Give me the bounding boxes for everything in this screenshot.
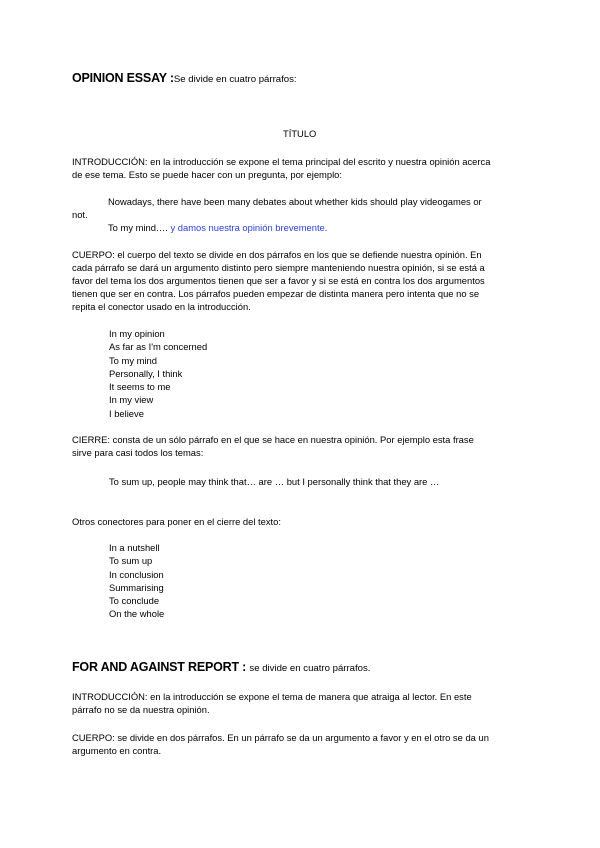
list-item: In my opinion [109, 328, 165, 339]
body-line-1: CUERPO: el cuerpo del texto se divide en dos párrafos en los que se defiende nuestra opinión. En [72, 249, 482, 260]
report-body-line-2: argumento en contra. [72, 745, 162, 756]
report-body-line-1: CUERPO: se divide en dos párrafos. En un párrafo se da un argumento a favor y en el otro se da un [72, 732, 489, 743]
example-line-2: not. [72, 209, 88, 220]
opinion-essay-title: OPINION ESSAY : [72, 71, 174, 85]
opinion-essay-subtitle: Se divide en cuatro párrafos: [173, 74, 297, 85]
closing-line-1: CIERRE: consta de un sólo párrafo en el que se hace en nuestra opinión. Por ejemplo esta frase [72, 434, 474, 445]
list-item: Personally, I think [109, 367, 183, 379]
report-intro-line-2: párrafo no se da nuestra opinión. [72, 704, 210, 715]
example-line-1: Nowadays, there have been many debates about whether kids should play videogames or [108, 196, 482, 207]
body-line-3: favor del tema los dos argumentos tienen que ser a favor y si se está en contra los dos argumentos [72, 275, 485, 286]
body-line-2: cada párrafo se dará un argumento distinto pero siempre manteniendo nuestra opinión, si se está a [72, 262, 485, 273]
list-item: It seems to me [109, 381, 171, 393]
list-item: As far as I'm concerned [109, 341, 208, 353]
report-intro-line-1: INTRODUCCIÓN: en la introducción se expone el tema de manera que atraiga al lector. En este [72, 691, 472, 702]
report-subtitle: se divide en cuatro párrafos. [249, 663, 371, 674]
connectors-list [109, 327, 207, 420]
body-line-5: repita el conector usado en la introducción. [72, 301, 251, 312]
list-item: To my mind [109, 354, 157, 366]
list-item: In my view [109, 394, 154, 406]
title-placeholder: TÍTULO [283, 128, 317, 139]
list-item: In conclusion [109, 568, 164, 580]
closing-line-2: sirve para casi todos los temas: [72, 447, 204, 458]
list-item: On the whole [109, 608, 165, 620]
intro-line-1: INTRODUCCIÓN: en la introducción se expone el tema principal del escrito y nuestra opinión acerca [72, 156, 491, 167]
example-mind-text: To my mind…. [108, 222, 171, 233]
body-line-4: tienen que ser en contra. Los párrafos pueden empezar de distinta manera pero intenta que no se [72, 288, 480, 299]
list-item: To conclude [109, 595, 160, 607]
opinion-essay-heading [72, 72, 297, 86]
report-title: FOR AND AGAINST REPORT : [72, 660, 250, 674]
report-heading [72, 661, 370, 675]
list-item: To sum up [109, 555, 153, 567]
list-item: I believe [109, 407, 144, 419]
other-connectors-intro: Otros conectores para poner en el cierre del texto: [72, 516, 281, 527]
closing-connectors-list [109, 541, 164, 621]
intro-line-2: de ese tema. Esto se puede hacer con un pregunta, por ejemplo: [72, 169, 342, 180]
closing-example: To sum up, people may think that… are … but I personally think that they are … [109, 476, 440, 487]
list-item: Summarising [109, 581, 164, 593]
example-mind-line [108, 222, 327, 234]
list-item: In a nutshell [109, 542, 160, 553]
example-mind-blue-text: y damos nuestra opinión brevemente. [170, 222, 328, 233]
